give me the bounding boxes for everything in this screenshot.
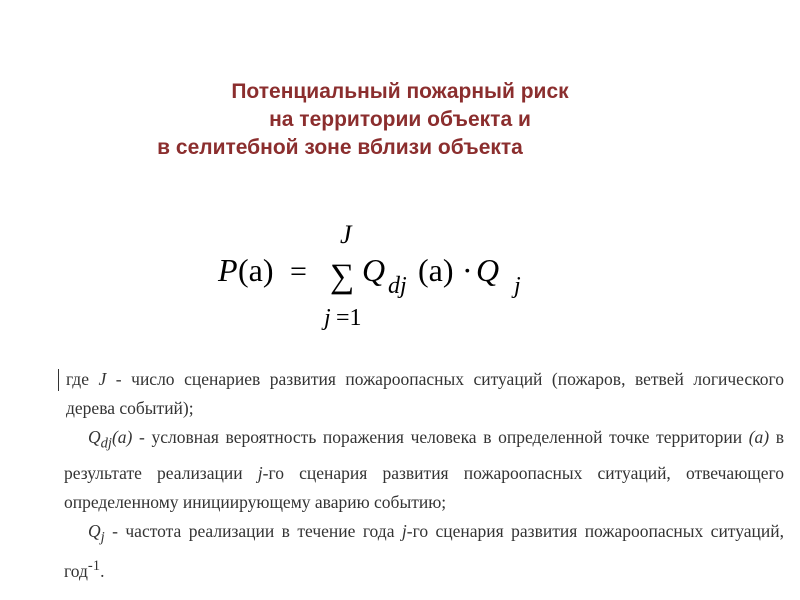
title-line-3: в селитебной зоне вблизи объекта: [157, 136, 523, 159]
title-line-2: на территории объекта и: [269, 108, 531, 131]
sum-upper-limit: J: [340, 220, 352, 249]
formula-lhs-arg: (a): [238, 252, 274, 288]
formula-arg-a: (a): [418, 252, 454, 288]
sum-symbol: ∑: [330, 258, 355, 295]
formula-dot: ·: [462, 252, 473, 288]
formula-q: Q: [362, 252, 386, 288]
slide-title: [0, 78, 800, 162]
formula-equals: =: [290, 255, 307, 288]
title-line-1: Потенциальный пожарный риск: [231, 80, 569, 103]
formula-description: [64, 365, 784, 586]
formula-lhs-p: P: [218, 252, 238, 288]
text-cursor: [58, 369, 59, 391]
risk-formula: [0, 215, 800, 335]
formula-sub-j: j: [514, 273, 521, 299]
description-paragraph-1: где J - число сценариев развития пожароопасных ситуаций (пожаров, ветвей логического дерева событий);: [64, 365, 784, 423]
formula-q2: Q: [476, 252, 500, 288]
sum-lower-index: j: [324, 305, 331, 331]
sum-lower-value: =1: [336, 305, 362, 331]
formula-svg: [0, 215, 800, 335]
description-paragraph-2: $Q_{dj}(a)$ - условная вероятность поражения человека в определенной точке территории (a) в результате реализации j-го сценария развития пожароопасных ситуаций, отвечающего определенному инициирующему аварию событию;: [64, 427, 785, 512]
formula-sub-dj: dj: [388, 273, 407, 299]
description-paragraph-3: $Q_j$ - частота реализации в течение года j-го сценария развития пожароопасных ситуаций, год$^{-1}$.: [64, 520, 784, 581]
